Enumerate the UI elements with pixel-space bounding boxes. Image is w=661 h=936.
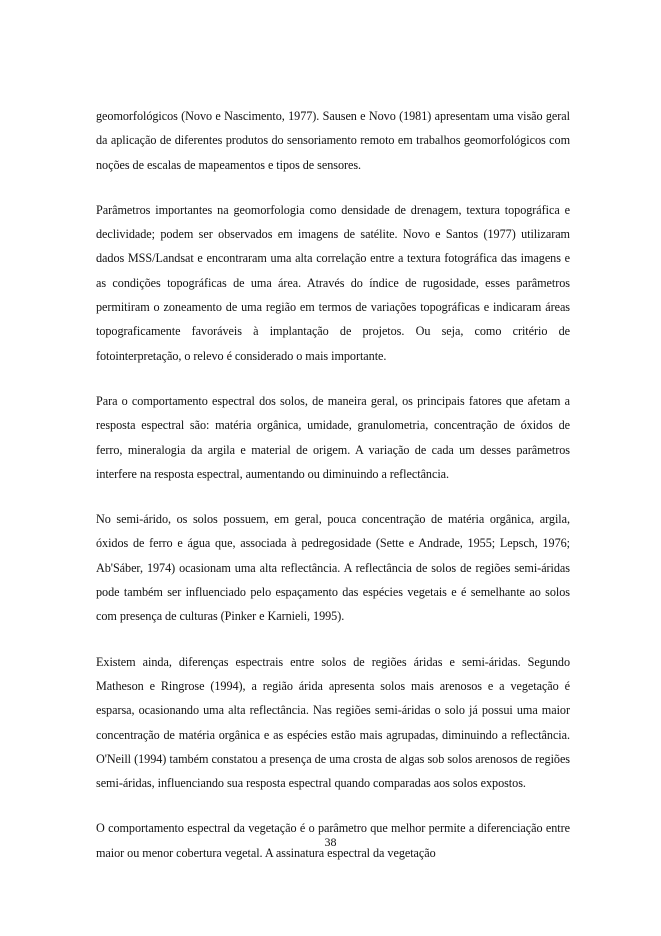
paragraph-geomorphology-parameters: Parâmetros importantes na geomorfologia como densidade de drenagem, textura topográfica e declividade; podem ser observados em imagens de satélite. Novo e Santos (1977) utilizaram dados MSS/Landsat e encontraram uma alta correlação entre a textura fotográfica das imagens e as condições topográficas de uma área. Através do índice de rugosidade, esses parâmetros permitiram o zoneamento de uma região em termos de variações topográficas e indicaram áreas topograficamente favoráveis à implantação de projetos. Ou seja, como critério de fotointerpretação, o relevo é considerado o mais importante. — [96, 202, 570, 363]
body-text — [96, 104, 570, 886]
paragraph-vegetation-spectral: O comportamento espectral da vegetação é o parâmetro que melhor permite a diferenciação entre maior ou menor cobertura vegetal. A assinatura espectral da vegetação — [96, 821, 570, 860]
page-number: 38 — [324, 835, 337, 849]
paragraph-arid-vs-semi-arid: Existem ainda, diferenças espectrais entre solos de regiões áridas e semi-áridas. Segundo Matheson e Ringrose (1994), a região árida apresenta solos mais arenosos e a vegetação é esparsa, ocasionando uma alta reflectância. Nas regiões semi-áridas o solo já possui uma maior concentração de matéria orgânica e as espécies estão mais agrupadas, diminuindo a reflectância. O'Neill (1994) também constatou a presença de uma crosta de algas sob solos arenosos de regiões semi-áridas, influenciando sua resposta espectral quando comparadas aos solos expostos. — [96, 654, 570, 791]
paragraph-geomorphology-references: geomorfológicos (Novo e Nascimento, 1977). Sausen e Novo (1981) apresentam uma visão geral da aplicação de diferentes produtos do sensoriamento remoto em trabalhos geomorfológicos com noções de escalas de mapeamentos e tipos de sensores. — [96, 109, 570, 172]
paragraph-semi-arid-soils: No semi-árido, os solos possuem, em geral, pouca concentração de matéria orgânica, argila, óxidos de ferro e água que, associada à pedregosidade (Sette e Andrade, 1955; Lepsch, 1976; Ab'Sáber, 1974) ocasionam uma alta reflectância. A reflectância de solos de regiões semi-áridas pode também ser influenciado pelo espaçamento das espécies vegetais e é semelhante ao solos com presença de culturas (Pinker e Karnieli, 1995). — [96, 512, 570, 624]
paragraph-soil-spectral-factors: Para o comportamento espectral dos solos, de maneira geral, os principais fatores que afetam a resposta espectral são: matéria orgânica, umidade, granulometria, concentração de óxidos de ferro, mineralogia da argila e material de origem. A variação de cada um desses parâmetros interfere na resposta espectral, aumentando ou diminuindo a reflectância. — [96, 393, 570, 481]
